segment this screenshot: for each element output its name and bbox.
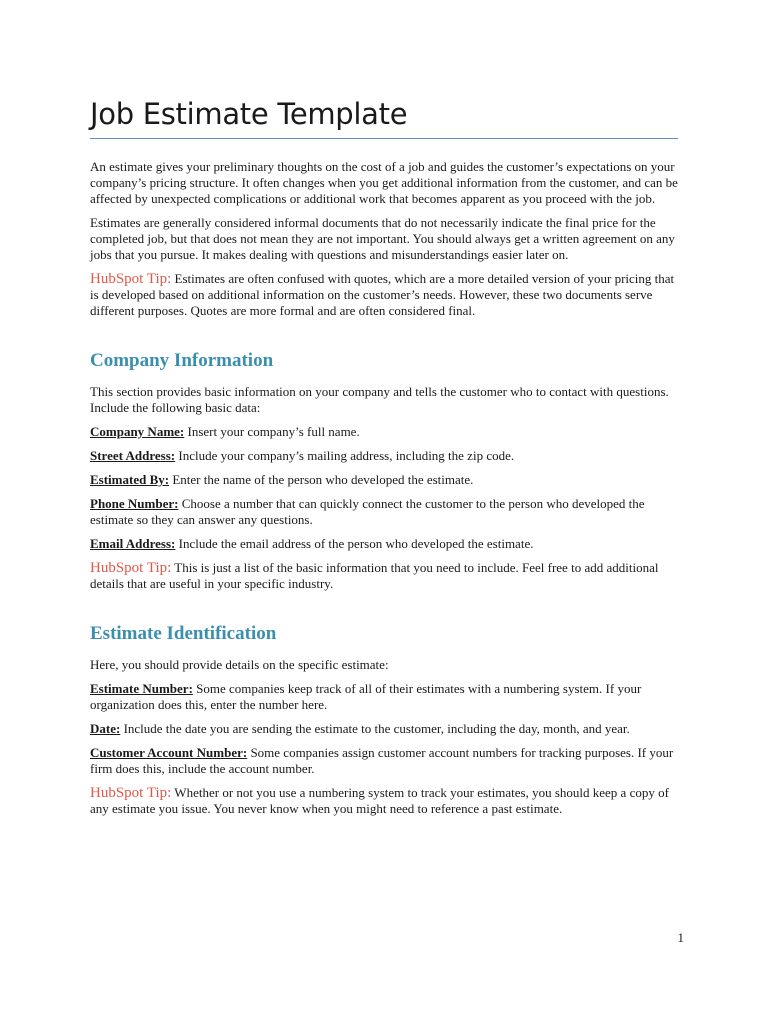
- field-label: Date:: [90, 721, 121, 736]
- hubspot-tip: [90, 785, 678, 817]
- field-text: Insert your company’s full name.: [184, 424, 360, 439]
- field-text: Include the email address of the person who developed the estimate.: [175, 536, 534, 551]
- section-heading-estimate-identification: Estimate Identification: [90, 623, 277, 644]
- field-description: [90, 536, 678, 552]
- tip-text: Whether or not you use a numbering system to track your estimates, you should keep a copy of any estimate you issue. You never know when you might need to reference a past estimate.: [90, 785, 669, 816]
- title-divider: [90, 138, 678, 139]
- field-description: [90, 448, 678, 464]
- hubspot-tip: [90, 271, 678, 319]
- document-title: Job Estimate Template: [90, 97, 408, 131]
- field-text: Some companies assign customer account numbers for tracking purposes. If your firm does this, include the account number.: [90, 745, 674, 776]
- field-text: Choose a number that can quickly connect the customer to the person who developed the estimate so they can answer any questions.: [90, 496, 645, 527]
- intro-paragraph: An estimate gives your preliminary thoughts on the cost of a job and guides the customer’s expectations on your company’s pricing structure. It often changes when you get additional information from the customer, and can be affected by unexpected complications or additional work that becomes apparent as you proceed with the job.: [90, 159, 678, 206]
- page-number: 1: [677, 930, 684, 945]
- field-label: Estimated By:: [90, 472, 170, 487]
- hubspot-tip: [90, 560, 678, 592]
- field-label: Phone Number:: [90, 496, 179, 511]
- field-label: Estimate Number:: [90, 681, 193, 696]
- intro-paragraph: Estimates are generally considered informal documents that do not necessarily indicate the final price for the completed job, but that does not mean they are not important. You should always get a written agreement on any jobs that you pursue. It makes dealing with questions and misunderstandings easier later on.: [90, 215, 675, 262]
- field-description: [90, 721, 678, 737]
- document-content: [90, 94, 678, 825]
- field-text: Enter the name of the person who developed the estimate.: [169, 472, 474, 487]
- tip-label: HubSpot Tip:: [90, 560, 172, 576]
- field-label: Company Name:: [90, 424, 185, 439]
- field-description: [90, 745, 678, 777]
- field-label: Street Address:: [90, 448, 176, 463]
- field-description: [90, 424, 678, 440]
- field-description: [90, 472, 678, 488]
- field-text: Include the date you are sending the estimate to the customer, including the day, month, and year.: [120, 721, 630, 736]
- tip-text: Estimates are often confused with quotes, which are a more detailed version of your pricing that is developed based on additional information on the customer’s needs. However, these two documents serve different purposes. Quotes are more formal and are often considered final.: [90, 271, 675, 318]
- tip-text: This is just a list of the basic information that you need to include. Feel free to add additional details that are useful in your specific industry.: [90, 560, 659, 591]
- field-label: Email Address:: [90, 536, 176, 551]
- field-text: Some companies keep track of all of their estimates with a numbering system. If your organization does this, enter the number here.: [90, 681, 642, 712]
- section-intro: Here, you should provide details on the specific estimate:: [90, 657, 389, 672]
- section-intro: This section provides basic information on your company and tells the customer who to contact with questions. Include the following basic data:: [90, 384, 669, 415]
- field-description: [90, 496, 678, 528]
- tip-label: HubSpot Tip:: [90, 785, 172, 801]
- tip-label: HubSpot Tip:: [90, 271, 172, 287]
- field-description: [90, 681, 678, 713]
- field-label: Customer Account Number:: [90, 745, 248, 760]
- section-heading-company-information: Company Information: [90, 350, 274, 371]
- field-text: Include your company’s mailing address, including the zip code.: [175, 448, 515, 463]
